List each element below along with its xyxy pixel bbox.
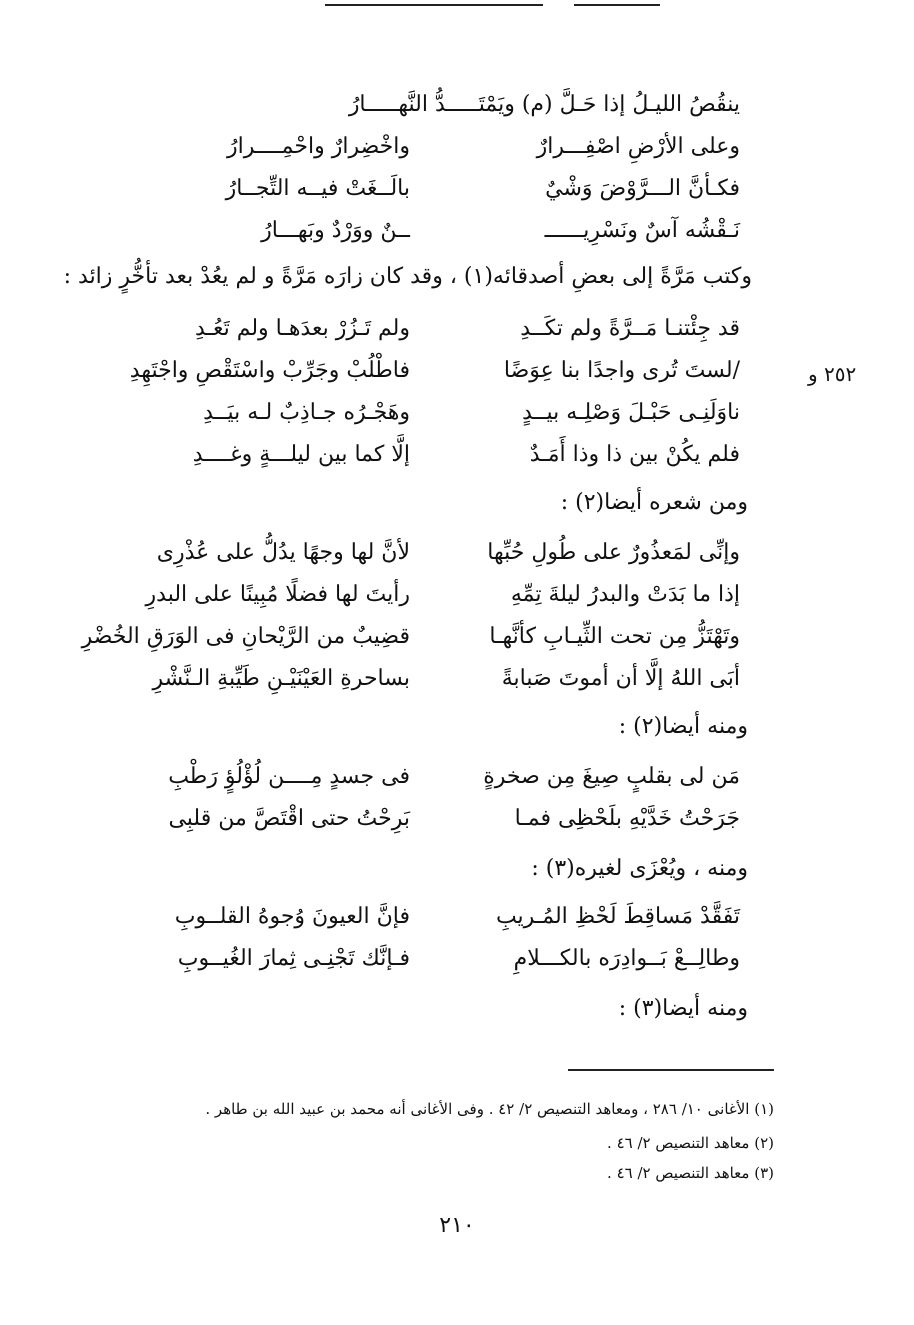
verse-second-hemistich: وهَجْـرُه جـاذِبٌ لـه بيَــدِ <box>203 400 410 425</box>
verse-line <box>120 358 740 396</box>
verse-first-hemistich: إذا ما بَدَتْ والبدرُ ليلةَ تِمِّهِ <box>510 582 740 607</box>
verse-second-hemistich: فـإنَّك تَجْنِـى ثِمارَ الغُيــوبِ <box>177 946 410 971</box>
prose-line: وكتب مَرَّةً إلى بعضِ أصدقائه(١) ، وقد كان زارَه مَرَّةً و لم يعُدْ بعد تأخُّرٍ زائد : <box>63 264 752 289</box>
verse-line <box>120 666 740 704</box>
header-rule-left <box>325 4 543 6</box>
verse-second-hemistich: قضِيبٌ من الرَّيْحانِ فى الوَرَقِ الخُضْرِ <box>81 624 410 649</box>
verse-line <box>120 218 740 256</box>
verse-line <box>120 400 740 438</box>
footnote: (٢) معاهد التنصيص ٢/ ٤٦ . <box>607 1134 774 1152</box>
verse-first-hemistich: تَفَقَّدْ مَساقِطَ لَحْظِ المُـريبِ <box>495 904 740 929</box>
verse-second-hemistich: إلَّا كما بين ليلـــةٍ وغــــدِ <box>192 442 410 467</box>
verse-second-hemistich: رأيتَ لها فضلًا مُبِينًا على البدرِ <box>145 582 410 607</box>
verse-second-hemistich: لأنَّ لها وجهًا يدُلُّ على عُذْرِى <box>156 540 410 565</box>
verse-first-hemistich: نَـقْشُه آسٌ ونَسْرِيــــــ <box>544 218 740 243</box>
footnote: (٣) معاهد التنصيص ٢/ ٤٦ . <box>607 1164 774 1182</box>
verse-first-hemistich: وطالِــعْ بَــوادِرَه بالكـــلامِ <box>513 946 740 971</box>
verse-line <box>120 134 740 172</box>
page-number: ٢١٠ <box>439 1213 475 1238</box>
verse-first-hemistich: فلم يكُنْ بين ذا وذا أَمَـدٌ <box>529 442 740 467</box>
verse-second-hemistich: واخْضِرارٌ واحْمِــــرارُ <box>227 134 410 159</box>
verse-hemistich: ينقُصُ الليـلُ إذا حَـلَّ (م) ويَمْتَـــــدُّ النَّهـــــارُ <box>348 92 740 117</box>
verse-line <box>81 624 740 662</box>
verse-second-hemistich: ولم تَـزُرْ بعدَهـا ولم تَعُـدِ <box>194 316 410 341</box>
verse-line <box>120 582 740 620</box>
verse-line <box>120 806 740 844</box>
verse-line <box>120 904 740 942</box>
verse-line <box>120 540 740 578</box>
verse-second-hemistich: بَرِحْتُ حتى اقْتَصَّ من قلبِى <box>168 806 410 831</box>
verse-line <box>120 92 740 130</box>
verse-line <box>120 946 740 984</box>
manuscript-folio-note: ٢٥٢ و <box>808 362 857 386</box>
verse-first-hemistich: وتَهْتَزُّ مِن تحت الثِّيـابِ كأنَّهـا <box>489 624 740 649</box>
footnote: (١) الأغانى ١٠/ ٢٨٦ ، ومعاهد التنصيص ٢/ ٤٢ . وفى الأغانى أنه محمد بن عبيد الله بن طاهر . <box>205 1100 774 1118</box>
prose-line: ومنه أيضا(٢) : <box>618 714 748 739</box>
verse-first-hemistich: أبَى اللهُ إلَّا أن أموتَ صَبابةً <box>501 666 740 691</box>
verse-first-hemistich: مَن لى بقلبٍ صِيغَ مِن صخرةٍ <box>483 764 740 789</box>
prose-line: ومن شعره أيضا(٢) : <box>560 490 748 515</box>
verse-first-hemistich: ناوَلَنِـى حَبْـلَ وَصْلِـه بيــدٍ <box>522 400 740 425</box>
header-rule-right <box>574 4 660 6</box>
prose-line: ومنه ، ويُعْزَى لغيره(٣) : <box>531 856 748 881</box>
footnote-rule <box>568 1069 774 1071</box>
verse-first-hemistich: جَرَحْتُ خَدَّيْهِ بلَحْظِى فمـا <box>514 806 740 831</box>
verse-line <box>120 316 740 354</box>
verse-line <box>120 176 740 214</box>
verse-line <box>120 442 740 480</box>
verse-first-hemistich: قد جِئْتنـا مَــرَّةً ولم تكَــدِ <box>520 316 740 341</box>
verse-second-hemistich: ــنٌ ووَرْدٌ وبَهـــارُ <box>261 218 410 243</box>
verse-line <box>120 764 740 802</box>
verse-first-hemistich: وإنِّى لمَعذُورٌ على طُولِ حُبِّها <box>487 540 740 565</box>
verse-first-hemistich: فكـأنَّ الـــرَّوْضَ وَشْيٌ <box>545 176 740 201</box>
prose-line: ومنه أيضا(٣) : <box>618 996 748 1021</box>
verse-second-hemistich: فى جسدٍ مِــــن لُؤْلُؤٍ رَطْبِ <box>168 764 410 789</box>
verse-second-hemistich: بالَــغَتْ فيــه التِّجــارُ <box>225 176 410 201</box>
verse-second-hemistich: بساحرةِ العَيْنَيْـنِ طَيِّبةِ الـنَّشْرِ <box>152 666 410 691</box>
verse-first-hemistich: /لستَ تُرى واجدًا بنا عِوَضًا <box>503 358 740 383</box>
verse-second-hemistich: فاطْلُبْ وجَرِّبْ واسْتَقْصِ واجْتَهِدِ <box>129 358 410 383</box>
verse-first-hemistich: وعلى الأرْضِ اصْفِـــرارٌ <box>536 134 740 159</box>
verse-second-hemistich: فإنَّ العيونَ وُجوهُ القلــوبِ <box>174 904 410 929</box>
